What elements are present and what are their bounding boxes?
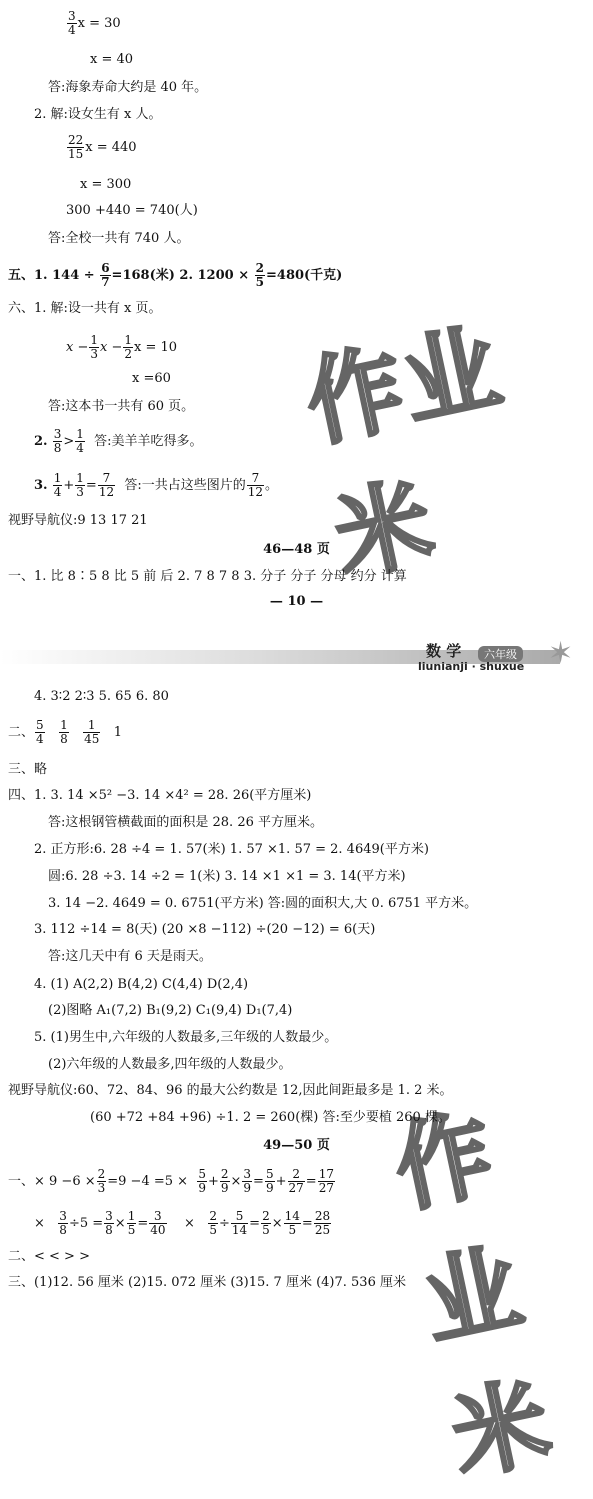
fraction: $\frac{2}{3}$ — [97, 1167, 106, 1195]
p2-answer: 答:全校一共有 740 人。 — [48, 231, 190, 246]
page-banner — [0, 636, 593, 674]
fraction: $\frac{2}{5}$ — [255, 261, 264, 289]
s1b-line: 一、× 9 −6 × $\frac{2}{3}$ =9 −4 =5 × $\frac{5}{9}$ + $\frac{2}{9}$ × $\frac{3}{9}$ = $\frac{5}{9}$ + $\frac{2}{27}$ = $\frac{17}{27}$ — [8, 1167, 334, 1195]
watermark-top: 作业米 — [296, 310, 512, 595]
fraction: $\frac{22}{15}$ — [68, 133, 84, 161]
p2-eq2: x = 300 — [80, 177, 132, 192]
s4-1-answer: 答:这根钢管横截面的面积是 28. 26 平方厘米。 — [48, 815, 323, 830]
banner-title: 数 学 — [426, 642, 462, 660]
s4-4b: (2)图略 A₁(7,2) B₁(9,2) C₁(9,4) D₁(7,4) — [48, 1003, 293, 1018]
text: 答:一共占这些图片的 — [124, 478, 246, 493]
fraction: $\frac{3}{9}$ — [243, 1167, 252, 1195]
text: x = 10 — [134, 340, 178, 355]
fraction: $\frac{5}{9}$ — [265, 1167, 274, 1195]
text: 答:美羊羊吃得多。 — [94, 434, 203, 449]
fraction: $\frac{2}{5}$ — [262, 1209, 270, 1237]
s4-1: 四、1. 3. 14 ×5² −3. 14 ×4² = 28. 26(平方厘米) — [8, 788, 312, 803]
fraction: $\frac{5}{9}$ — [198, 1167, 206, 1195]
fraction: $\frac{14}{5}$ — [284, 1209, 300, 1237]
s4-5b: (2)六年级的人数最多,四年级的人数最少。 — [48, 1057, 292, 1072]
fraction: $\frac{2}{9}$ — [220, 1167, 229, 1195]
fraction: $\frac{3}{8}$ — [59, 1209, 67, 1237]
fraction: $\frac{1}{2}$ — [124, 333, 133, 361]
fraction: $\frac{1}{4}$ — [53, 471, 62, 499]
fraction: $\frac{2}{5}$ — [209, 1209, 217, 1237]
text: =9 −4 =5 × — [107, 1174, 189, 1189]
fraction: $\frac{28}{25}$ — [314, 1209, 331, 1237]
s4-3-answer: 答:这几天中有 6 天是雨天。 — [48, 949, 212, 964]
answer-1: 答:海象寿命大约是 40 年。 — [48, 80, 208, 95]
section-6-head: 六、1. 解:设一共有 x 页。 — [8, 301, 162, 316]
s4-4a: 4. (1) A(2,2) B(4,2) C(4,4) D(2,4) — [34, 977, 249, 992]
nav-1: 视野导航仪:9 13 17 21 — [8, 513, 148, 528]
banner-grade: 六年级 — [478, 646, 523, 662]
problem-2-head: 2. 解:设女生有 x 人。 — [34, 107, 162, 122]
s6-eq: x − $\frac{1}{3}$ x − $\frac{1}{2}$ x = 10 — [66, 333, 178, 361]
s4-3: 3. 112 ÷14 = 8(天) (20 ×8 −112) ÷(20 −12) = 6(天) — [34, 922, 376, 937]
eq-line-1 — [66, 10, 121, 37]
fraction: $\frac{7}{12}$ — [247, 471, 264, 499]
s1b-line-2: × $\frac{3}{8}$ ÷5 = $\frac{3}{8}$ × $\frac{1}{5}$ = $\frac{3}{40}$ × $\frac{2}{5}$ ÷ $\frac{5}{14}$ = $\frac{2}{5}$ × $\frac{14}{5}$ = $\frac{28}{25}$ — [34, 1209, 331, 1237]
eq-line-2: x = 40 — [90, 52, 134, 67]
s3b-line: 三、(1)12. 56 厘米 (2)15. 072 厘米 (3)15. 7 厘米 (4)7. 536 厘米 — [8, 1275, 406, 1290]
fraction: $\frac{3}{8}$ — [105, 1209, 113, 1237]
s4-5a: 5. (1)男生中,六年级的人数最多,三年级的人数最少。 — [34, 1030, 338, 1045]
text: 1 — [113, 725, 123, 740]
text: =168(米) 2. 1200 × — [111, 268, 250, 283]
star-mascot-icon: ✶ — [548, 636, 574, 671]
banner-subtitle: liunianji · shuxue — [418, 660, 525, 673]
fraction: $\frac{1}{45}$ — [84, 718, 100, 746]
pages-heading-2: 49—50 页 — [263, 1138, 330, 1153]
fraction: $\frac{1}{8}$ — [60, 718, 68, 746]
section-1-line: 一、1. 比 8∶5 8 比 5 前 后 2. 7 8 7 8 3. 分子 分子 分母 约分 计算 — [8, 569, 407, 584]
fraction: $\frac{7}{12}$ — [98, 471, 115, 499]
fraction: $\frac{5}{14}$ — [231, 1209, 248, 1237]
text: x = 30 — [77, 16, 121, 31]
text: x = 440 — [85, 140, 137, 155]
fraction: $\frac{1}{3}$ — [76, 471, 84, 499]
p2-eq3: 300 +440 = 740(人) — [66, 203, 198, 218]
fraction: $\frac{3}{40}$ — [150, 1209, 166, 1237]
fraction: $\frac{1}{3}$ — [90, 333, 99, 361]
p2-eq1 — [66, 134, 137, 161]
s4-2a: 2. 正方形:6. 28 ÷4 = 1. 57(米) 1. 57 ×1. 57 = 2. 4649(平方米) — [34, 842, 429, 857]
watermark-bottom: 作业米 — [385, 1096, 562, 1495]
s2b-line: 二、< < > > — [8, 1249, 90, 1264]
nav-2b: (60 +72 +84 +96) ÷1. 2 = 260(棵) 答:至少要植 260 棵。 — [90, 1110, 451, 1125]
text: =480(千克) — [266, 268, 343, 283]
fraction: $\frac{3}{8}$ — [53, 427, 62, 455]
fraction: $\frac{2}{27}$ — [288, 1167, 304, 1195]
line-4: 4. 3∶2 2∶3 5. 65 6. 80 — [34, 689, 169, 704]
text: 五、1. 144 ÷ — [8, 268, 95, 283]
nav-2a: 视野导航仪:60、72、84、96 的最大公约数是 12,因此间距最多是 1. 2 米。 — [8, 1083, 453, 1098]
section-5 — [8, 262, 342, 289]
fraction: $\frac{3}{4}$ — [68, 9, 76, 37]
section-2 — [8, 719, 122, 746]
section-3: 三、略 — [8, 762, 48, 777]
fraction: $\frac{6}{7}$ — [101, 261, 110, 289]
s4-2c: 3. 14 −2. 4649 = 0. 6751(平方米) 答:圆的面积大,大 0. 6751 平方米。 — [48, 896, 478, 911]
text: 二、 — [8, 725, 35, 740]
s6-item-3: 3. $\frac{1}{4}$ + $\frac{1}{3}$ = $\frac{7}{12}$ 答:一共占这些图片的 $\frac{7}{12}$ 。 — [34, 471, 279, 499]
s4-2b: 圆:6. 28 ÷3. 14 ÷2 = 1(米) 3. 14 ×1 ×1 = 3. 14(平方米) — [48, 869, 406, 884]
fraction: $\frac{1}{4}$ — [76, 427, 84, 455]
s6-answer: 答:这本书一共有 60 页。 — [48, 399, 195, 414]
fraction: $\frac{5}{4}$ — [36, 718, 44, 746]
page-number: — 10 — — [269, 594, 324, 609]
s6-eq2: x =60 — [132, 371, 171, 386]
s6-item-2: 2. $\frac{3}{8}$ > $\frac{1}{4}$ 答:美羊羊吃得多。 — [34, 427, 203, 455]
pages-heading-1: 46—48 页 — [263, 542, 330, 557]
fraction: $\frac{17}{27}$ — [318, 1167, 334, 1195]
text: 一、× 9 −6 × — [8, 1174, 96, 1189]
fraction: $\frac{1}{5}$ — [127, 1209, 136, 1237]
